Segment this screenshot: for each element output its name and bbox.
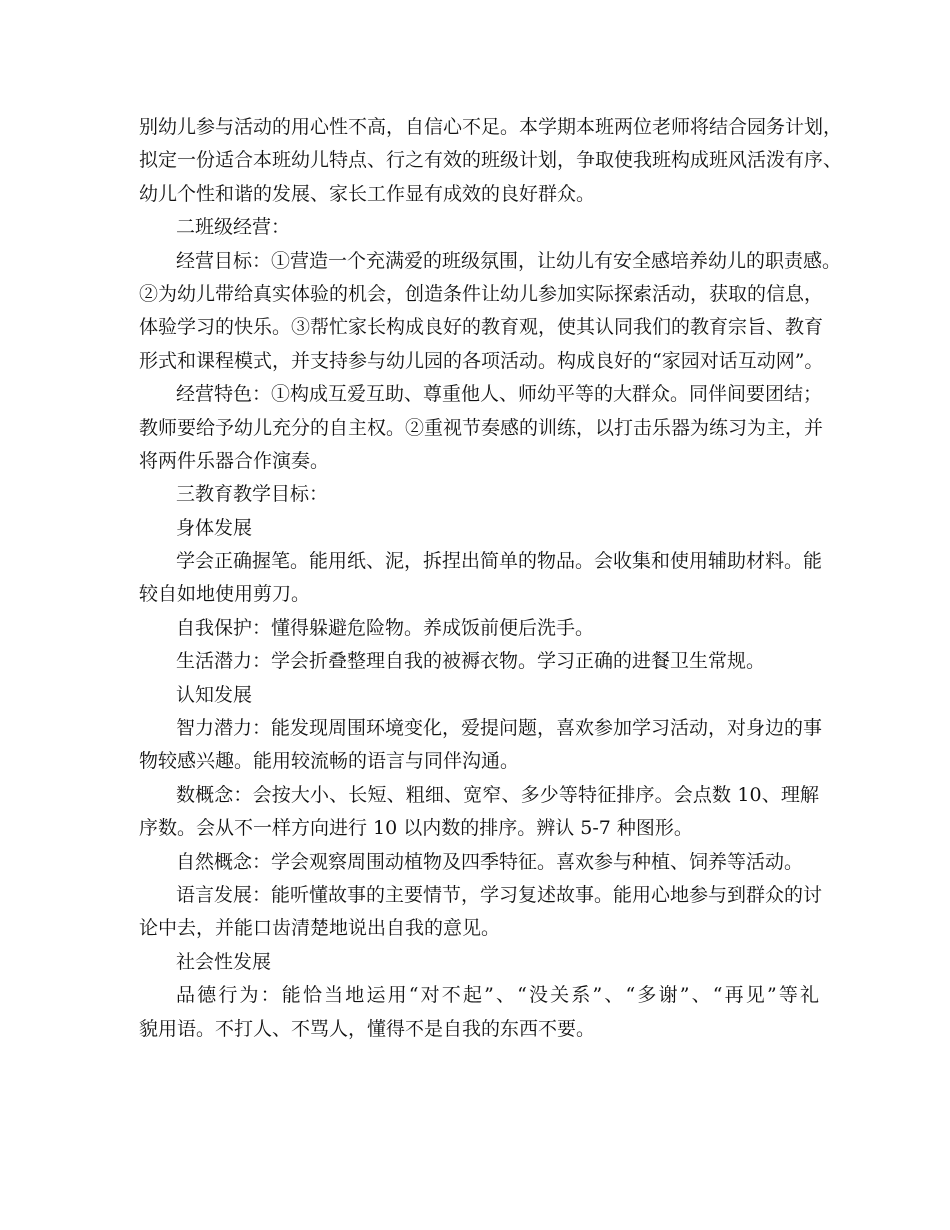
- text-line: 貌用语。不打人、不骂人，懂得不是自我的东西不要。: [139, 1017, 596, 1040]
- text-line: 将两件乐器合作演奏。: [139, 449, 330, 472]
- text-line: 幼儿个性和谐的发展、家长工作显有成效的良好群众。: [139, 182, 596, 205]
- text-line: 品德行为：能恰当地运用“对不起”、“没关系”、“多谢”、“再见”等礼: [176, 984, 819, 1007]
- text-line: 论中去，并能口齿清楚地说出自我的意见。: [139, 917, 501, 940]
- text-line: 自我保护：懂得躲避危险物。养成饭前便后洗手。: [176, 616, 595, 639]
- text-line: 智力潜力：能发现周围环境变化，爱提问题，喜欢参加学习活动，对身边的事: [176, 717, 823, 740]
- text-line: 身体发展: [176, 516, 253, 539]
- text-line: 经营目标：①营造一个充满爱的班级氛围，让幼儿有安全感培养幼儿的职责感。: [176, 249, 842, 272]
- text-line: 物较感兴趣。能用较流畅的语言与同伴沟通。: [139, 750, 520, 773]
- text-line: 语言发展：能听懂故事的主要情节，学习复述故事。能用心地参与到群众的讨: [176, 883, 823, 906]
- text-line: 三教育教学目标：: [176, 483, 329, 506]
- text-line: ②为幼儿带给真实体验的机会，创造条件让幼儿参加实际探索活动，获取的信息，: [139, 282, 824, 305]
- text-line: 自然概念：学会观察周围动植物及四季特征。喜欢参与种植、饲养等活动。: [176, 850, 804, 873]
- text-line: 认知发展: [176, 683, 253, 706]
- text-line: 学会正确握笔。能用纸、泥，拆捏出简单的物品。会收集和使用辅助材料。能: [176, 550, 823, 573]
- text-line: 二班级经营：: [176, 216, 291, 239]
- text-line: 体验学习的快乐。③帮忙家长构成良好的教育观，使其认同我们的教育宗旨、教育: [139, 316, 824, 339]
- text-line: 较自如地使用剪刀。: [139, 583, 311, 606]
- text-line: 生活潜力：学会折叠整理自我的被褥衣物。学习正确的进餐卫生常规。: [176, 650, 766, 673]
- text-line: 教师要给予幼儿充分的自主权。②重视节奏感的训练，以打击乐器为练习为主，并: [139, 416, 824, 439]
- text-line: 社会性发展: [176, 950, 272, 973]
- document-body: [139, 111, 843, 1046]
- text-line: 数概念：会按大小、长短、粗细、宽窄、多少等特征排序。会点数 10、理解: [176, 783, 819, 806]
- text-line: 别幼儿参与活动的用心性不高，自信心不足。本学期本班两位老师将结合园务计划，: [139, 116, 843, 138]
- text-line: 拟定一份适合本班幼儿特点、行之有效的班级计划，争取使我班构成班风活泼有序、: [139, 149, 843, 172]
- text-line: 经营特色：①构成互爱互助、尊重他人、师幼平等的大群众。同伴间要团结；: [176, 383, 823, 406]
- text-line: 形式和课程模式，并支持参与幼儿园的各项活动。构成良好的“家园对话互动网”。: [139, 349, 824, 372]
- text-line: 序数。会从不一样方向进行 10 以内数的排序。辨认 5-7 种图形。: [139, 817, 693, 840]
